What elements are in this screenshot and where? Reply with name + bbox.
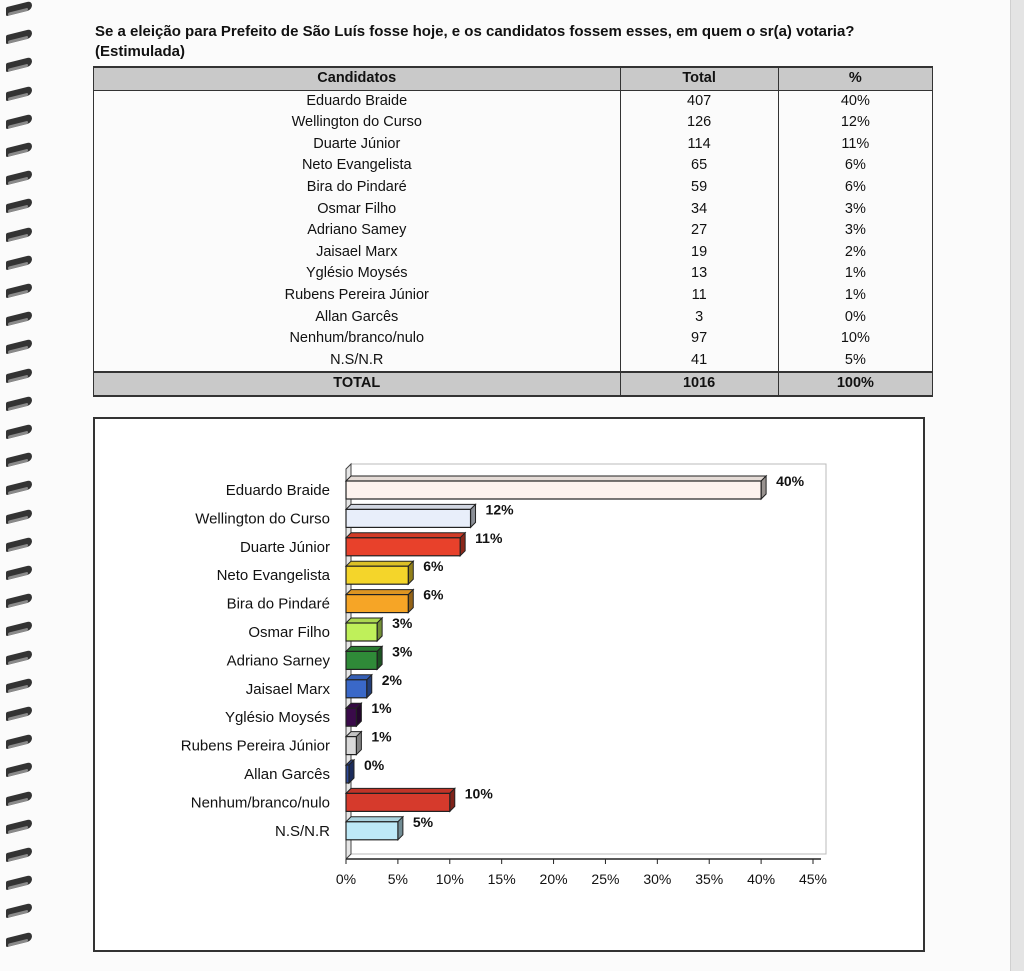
cell-percent: 1% (778, 285, 932, 307)
header-total: Total (620, 67, 778, 90)
cell-percent: 6% (778, 177, 932, 199)
category-label: N.S/N.R (274, 822, 330, 840)
cell-total: 27 (620, 220, 778, 242)
binding-ring (6, 621, 32, 636)
binding-ring (6, 198, 32, 213)
category-label: Duarte Júnior (239, 538, 330, 556)
binding-ring (6, 847, 32, 862)
binding-ring (6, 452, 32, 467)
cell-percent: 11% (778, 134, 932, 156)
x-tick-label: 5% (387, 871, 409, 887)
binding-ring (6, 537, 32, 552)
category-label: Bira do Pindaré (226, 595, 330, 613)
bar-chart (93, 417, 925, 952)
cell-percent: 3% (778, 199, 932, 221)
data-label: 6% (423, 558, 444, 575)
category-label: Eduardo Braide (225, 482, 330, 499)
bar (346, 595, 408, 613)
binding-ring (6, 480, 32, 495)
cell-percent: 0% (778, 307, 932, 329)
cell-percent: 3% (778, 220, 932, 242)
x-tick-label: 35% (695, 871, 724, 887)
bar (346, 538, 460, 556)
cell-total: 19 (620, 242, 778, 264)
cell-candidate: Duarte Júnior (94, 134, 621, 156)
binding-ring (6, 790, 32, 805)
x-tick-label: 10% (435, 871, 464, 887)
category-label: Rubens Pereira Júnior (180, 737, 330, 755)
table-row (94, 155, 933, 177)
binding-ring (6, 819, 32, 834)
x-tick-label: 30% (643, 871, 672, 887)
cell-total: 34 (620, 199, 778, 221)
bar (346, 680, 367, 698)
category-label: Neto Evangelista (216, 567, 330, 585)
category-label: Nenhum/branco/nulo (190, 794, 330, 812)
results-table (93, 66, 933, 397)
bar (346, 623, 377, 641)
x-tick-label: 25% (591, 871, 620, 887)
data-label: 1% (371, 700, 392, 717)
cell-percent: 6% (778, 155, 932, 177)
cell-total: 59 (620, 177, 778, 199)
binding-ring (6, 85, 32, 100)
data-label: 0% (364, 757, 385, 773)
binding-ring (6, 762, 32, 777)
cell-percent: 10% (778, 328, 932, 350)
cell-candidate: Osmar Filho (94, 199, 621, 221)
binding-ring (6, 339, 32, 354)
category-label: Wellington do Curso (195, 510, 330, 528)
x-tick-label: 20% (539, 871, 568, 887)
total-label: TOTAL (94, 372, 621, 396)
bar (346, 509, 471, 527)
table-row (94, 220, 933, 242)
cell-candidate: Wellington do Curso (94, 112, 621, 134)
binding-ring (6, 678, 32, 693)
table-total-row (94, 372, 933, 396)
table-row (94, 134, 933, 156)
table-row (94, 263, 933, 285)
category-label: Allan Garcês (244, 766, 330, 783)
cell-total: 407 (620, 90, 778, 112)
binding-ring (6, 29, 32, 44)
category-label: Yglésio Moysés (224, 709, 330, 727)
spiral-binding (0, 0, 40, 971)
binding-ring (6, 57, 32, 72)
x-tick-label: 45% (798, 871, 828, 887)
data-label: 10% (464, 785, 493, 802)
table-row (94, 90, 933, 112)
cell-candidate: Jaisael Marx (94, 242, 621, 264)
binding-ring (6, 734, 32, 749)
page-edge (1010, 0, 1024, 971)
cell-candidate: N.S/N.R (94, 350, 621, 373)
bar (346, 822, 398, 840)
table-row (94, 328, 933, 350)
binding-ring (6, 283, 32, 298)
binding-ring (6, 1, 32, 16)
data-label: 11% (475, 529, 503, 546)
table-row (94, 307, 933, 329)
data-label: 12% (485, 501, 514, 518)
bar-top (346, 646, 382, 651)
binding-ring (6, 508, 32, 523)
data-label: 1% (371, 728, 392, 745)
total-percent: 100% (778, 372, 932, 396)
cell-total: 126 (620, 112, 778, 134)
cell-candidate: Neto Evangelista (94, 155, 621, 177)
category-label: Osmar Filho (248, 624, 330, 641)
binding-ring (6, 931, 32, 946)
cell-percent: 2% (778, 242, 932, 264)
binding-ring (6, 706, 32, 721)
table-row (94, 199, 933, 221)
cell-total: 65 (620, 155, 778, 177)
cell-candidate: Bira do Pindaré (94, 177, 621, 199)
binding-ring (6, 903, 32, 918)
table-header-row (94, 67, 933, 90)
bar (346, 737, 356, 755)
table-row (94, 242, 933, 264)
data-label: 3% (392, 615, 413, 631)
bar-top (346, 590, 413, 595)
bar (346, 481, 761, 499)
cell-candidate: Nenhum/branco/nulo (94, 328, 621, 350)
cell-percent: 12% (778, 112, 932, 134)
cell-total: 97 (620, 328, 778, 350)
bar (346, 708, 356, 726)
bar (346, 651, 377, 669)
table-row (94, 350, 933, 373)
cell-candidate: Rubens Pereira Júnior (94, 285, 621, 307)
cell-percent: 1% (778, 263, 932, 285)
category-label: Jaisael Marx (245, 680, 330, 698)
cell-total: 114 (620, 134, 778, 156)
binding-ring (6, 255, 32, 270)
bar-top (346, 561, 413, 566)
x-tick-label: 0% (335, 871, 357, 887)
cell-total: 13 (620, 263, 778, 285)
binding-ring (6, 311, 32, 326)
cell-total: 41 (620, 350, 778, 373)
binding-ring (6, 565, 32, 580)
bar-top (346, 788, 455, 793)
binding-ring (6, 142, 32, 157)
binding-ring (6, 649, 32, 664)
bar-top (346, 618, 382, 623)
cell-candidate: Yglésio Moysés (94, 263, 621, 285)
binding-ring (6, 396, 32, 411)
cell-candidate: Adriano Samey (94, 220, 621, 242)
bar (346, 793, 450, 811)
binding-ring (6, 875, 32, 890)
binding-ring (6, 593, 32, 608)
data-label: 2% (381, 671, 402, 688)
cell-total: 11 (620, 285, 778, 307)
binding-ring (6, 367, 32, 382)
header-percent: % (778, 67, 932, 90)
total-count: 1016 (620, 372, 778, 396)
binding-ring (6, 170, 32, 185)
table-row (94, 285, 933, 307)
x-tick-label: 15% (487, 871, 516, 887)
data-label: 5% (412, 813, 434, 830)
data-label: 40% (776, 473, 805, 489)
cell-percent: 40% (778, 90, 932, 112)
binding-ring (6, 226, 32, 241)
table-row (94, 112, 933, 134)
table-row (94, 177, 933, 199)
bar-top (346, 476, 766, 481)
bar-top (346, 533, 465, 538)
bar (346, 566, 408, 584)
bar-top (346, 817, 403, 822)
survey-question: Se a eleição para Prefeito de São Luís fosse hoje, e os candidatos fossem esses, em quem o sr(a) votaria? (Estimulada) (95, 23, 855, 60)
header-candidatos: Candidatos (94, 67, 621, 90)
data-label: 3% (392, 643, 413, 660)
cell-percent: 5% (778, 350, 932, 373)
binding-ring (6, 114, 32, 129)
cell-candidate: Eduardo Braide (94, 90, 621, 112)
cell-total: 3 (620, 307, 778, 329)
bar-top (346, 504, 476, 509)
bar (346, 765, 349, 783)
binding-ring (6, 424, 32, 439)
category-label: Adriano Sarney (226, 652, 330, 670)
data-label: 6% (423, 586, 444, 603)
x-tick-label: 40% (747, 871, 776, 887)
cell-candidate: Allan Garcês (94, 307, 621, 329)
